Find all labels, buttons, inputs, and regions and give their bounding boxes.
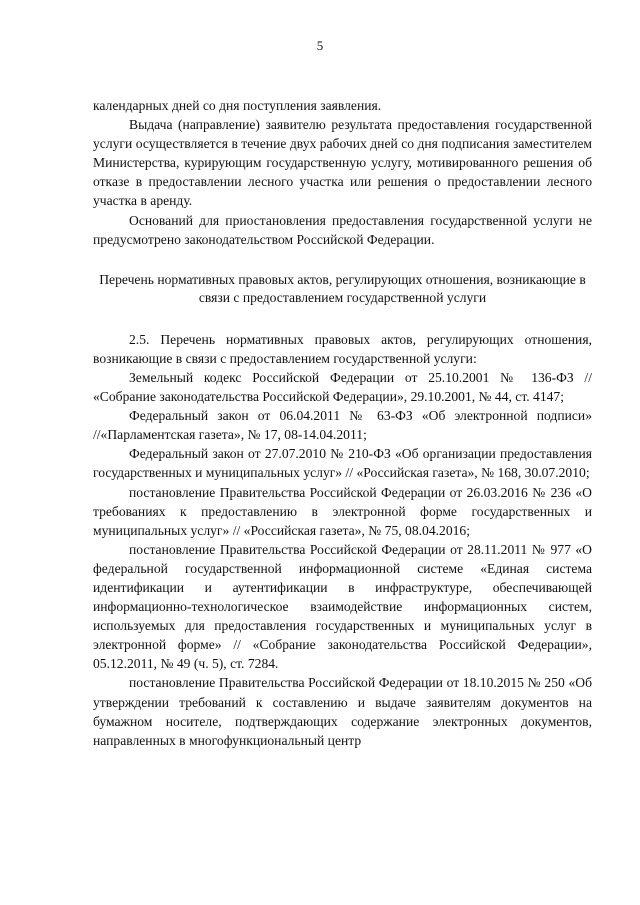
paragraph-result-delivery: Выдача (направление) заявителю результата предоставления государственной услуги осуществляется в течение двух рабочих дней со дня подписания заместителем Министерства, курирующим государственную услугу, мотивированного решения об отказе в предоставлении лесного участка или решения о предоставлении лесного участка в аренду. xyxy=(93,117,592,209)
paragraph-decree-977: постановление Правительства Российской Федерации от 28.11.2011 № 977 «О федеральной государственной информационной системе «Единая система идентификации и аутентификации в инфраструктуре, обеспечивающей информационно-технологическое взаимодействие информационных систем, используемых для предоставления государственных и муниципальных услуг в электронной форме» // «Собрание законодательства Российской Федерации», 05.12.2011, № 49 (ч. 5), ст. 7284. xyxy=(93,541,592,672)
paragraph-continuation: календарных дней со дня поступления заявления. xyxy=(93,98,382,113)
section-heading: Перечень нормативных правовых актов, регулирующих отношения, возникающие в связи с предоставлением государственной услуги xyxy=(99,271,586,306)
paragraph-no-suspension: Оснований для приостановления предоставления государственной услуги не предусмотрено законодательством Российской Федерации. xyxy=(93,212,592,247)
paragraph-decree-250: постановление Правительства Российской Федерации от 18.10.2015 № 250 «Об утверждении требований к составлению и выдаче заявителям документов на бумажном носителе, подтверждающих содержание электронных документов, направленных в многофункциональный центр xyxy=(93,675,592,748)
paragraph-2-5: 2.5. Перечень нормативных правовых актов, регулирующих отношения, возникающие в связи с предоставлением государственной услуги: xyxy=(93,331,592,366)
paragraph-law-63fz: Федеральный закон от 06.04.2011 № 63-ФЗ «Об электронной подписи» //«Парламентская газета», № 17, 08-14.04.2011; xyxy=(93,408,592,443)
paragraph-land-code: Земельный кодекс Российской Федерации от 25.10.2001 № 136-ФЗ // «Собрание законодательства Российской Федерации», 29.10.2001, № 44, ст. 4147; xyxy=(93,369,592,405)
paragraph-law-210fz: Федеральный закон от 27.07.2010 № 210-ФЗ «Об организации предоставления государственных и муниципальных услуг» // «Российская газета», № 168, 30.07.2010; xyxy=(93,446,592,481)
document-body xyxy=(93,96,592,750)
page-number: 5 xyxy=(316,38,324,53)
paragraph-decree-236: постановление Правительства Российской Федерации от 26.03.2016 № 236 «О требованиях к предоставлению в электронной форме государственных и муниципальных услуг» // «Российская газета», № 75, 08.04.2016; xyxy=(93,484,592,538)
